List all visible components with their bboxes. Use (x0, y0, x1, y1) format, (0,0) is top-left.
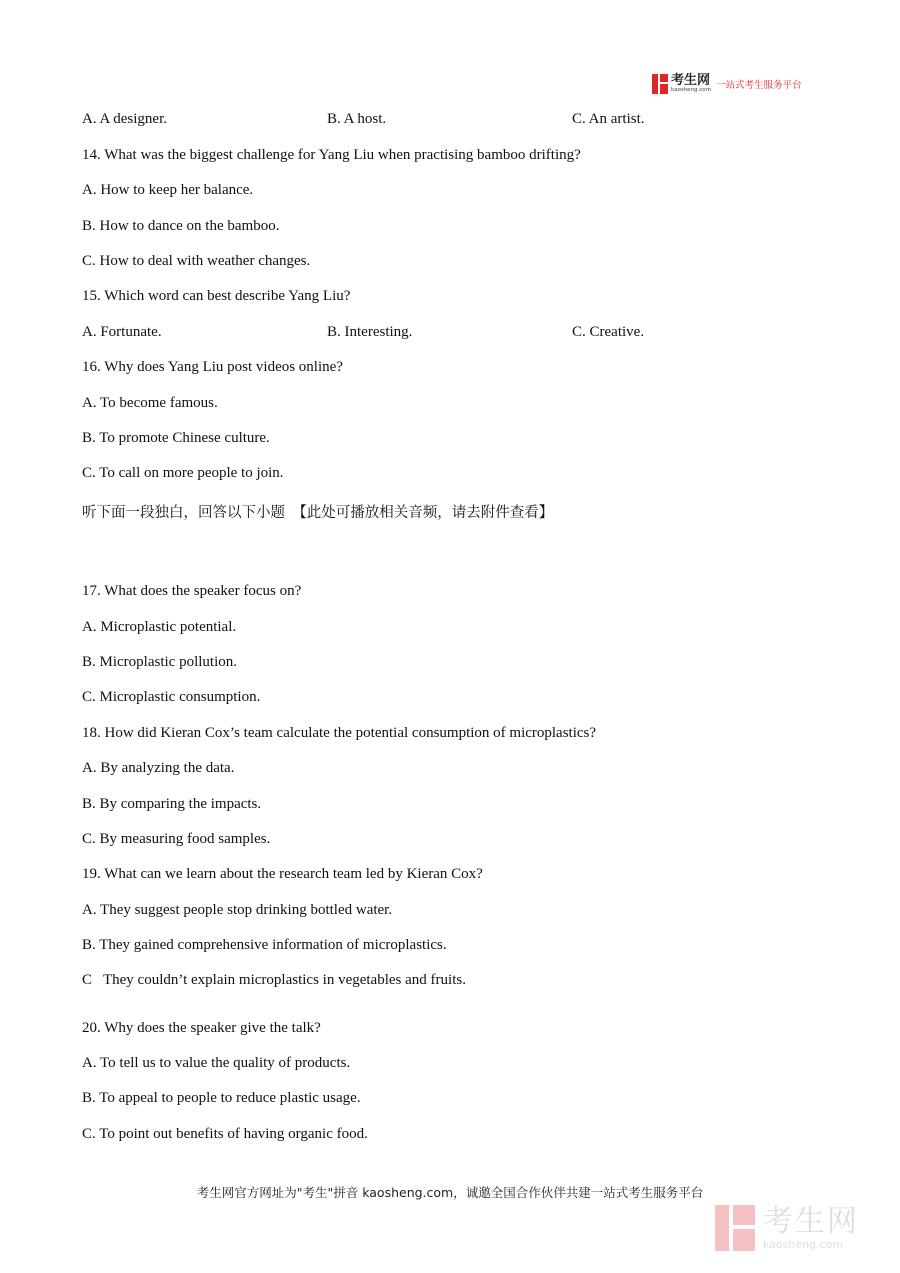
q20-option-a: A. To tell us to value the quality of products. (82, 1055, 351, 1071)
watermark (715, 1205, 859, 1251)
q14-question: 14. What was the biggest challenge for Yang Liu when practising bamboo drifting? (82, 147, 581, 163)
q18-option-b: B. By comparing the impacts. (82, 796, 262, 812)
q17-option-b: B. Microplastic pollution. (82, 654, 237, 670)
q20-question: 20. Why does the speaker give the talk? (82, 1020, 321, 1036)
q14-option-b: B. How to dance on the bamboo. (82, 218, 280, 234)
q20-option-c: C. To point out benefits of having organic food. (82, 1126, 368, 1142)
q19-option-a: A. They suggest people stop drinking bottled water. (82, 902, 393, 918)
q15-option-a: A. Fortunate. (82, 324, 162, 340)
q14-option-c: C. How to deal with weather changes. (82, 253, 311, 269)
q13-option-b: B. A host. (327, 111, 387, 127)
logo-name: 考生网 (671, 73, 711, 89)
q19-option-c: C They couldn’t explain microplastics in vegetables and fruits. (82, 972, 466, 988)
watermark-name: 考生网 (763, 1203, 859, 1239)
q13-option-c: C. An artist. (572, 111, 645, 127)
logo-slogan: 一站式考生服务平台 (716, 80, 802, 91)
q15-option-c: C. Creative. (572, 324, 645, 340)
q14-option-a: A. How to keep her balance. (82, 182, 254, 198)
logo-url: kaosheng.com (671, 87, 712, 94)
footer-text-content: 考生网官方网址为"考生"拼音 kaosheng.com，诚邀全国合作伙伴共建一站式考生服务平台 (196, 1185, 704, 1200)
q15-option-b: B. Interesting. (327, 324, 413, 340)
q18-option-a: A. By analyzing the data. (82, 760, 235, 776)
q20-option-b: B. To appeal to people to reduce plastic usage. (82, 1090, 361, 1106)
q17-option-a: A. Microplastic potential. (82, 619, 237, 635)
q19-option-b: B. They gained comprehensive information of microplastics. (82, 937, 447, 953)
footer-text (0, 1183, 900, 1201)
q18-option-c: C. By measuring food samples. (82, 831, 271, 847)
q17-question: 17. What does the speaker focus on? (82, 583, 302, 599)
q16-option-c: C. To call on more people to join. (82, 465, 284, 481)
q13-option-a: A. A designer. (82, 111, 167, 127)
q18-question: 18. How did Kieran Cox’s team calculate the potential consumption of microplastics? (82, 725, 597, 741)
q16-question: 16. Why does Yang Liu post videos online? (82, 359, 343, 375)
header-logo (652, 72, 802, 96)
listening-instruction: 听下面一段独白，回答以下小题 【此处可播放相关音频，请去附件查看】 (82, 505, 554, 521)
watermark-url: kaosheng.com (763, 1237, 844, 1251)
q15-question: 15. Which word can best describe Yang Liu? (82, 288, 351, 304)
q16-option-a: A. To become famous. (82, 395, 218, 411)
q16-option-b: B. To promote Chinese culture. (82, 430, 270, 446)
kaosheng-logo-icon (652, 74, 668, 94)
watermark-logo-icon (715, 1205, 755, 1251)
q19-question: 19. What can we learn about the research team led by Kieran Cox? (82, 866, 483, 882)
q17-option-c: C. Microplastic consumption. (82, 689, 261, 705)
